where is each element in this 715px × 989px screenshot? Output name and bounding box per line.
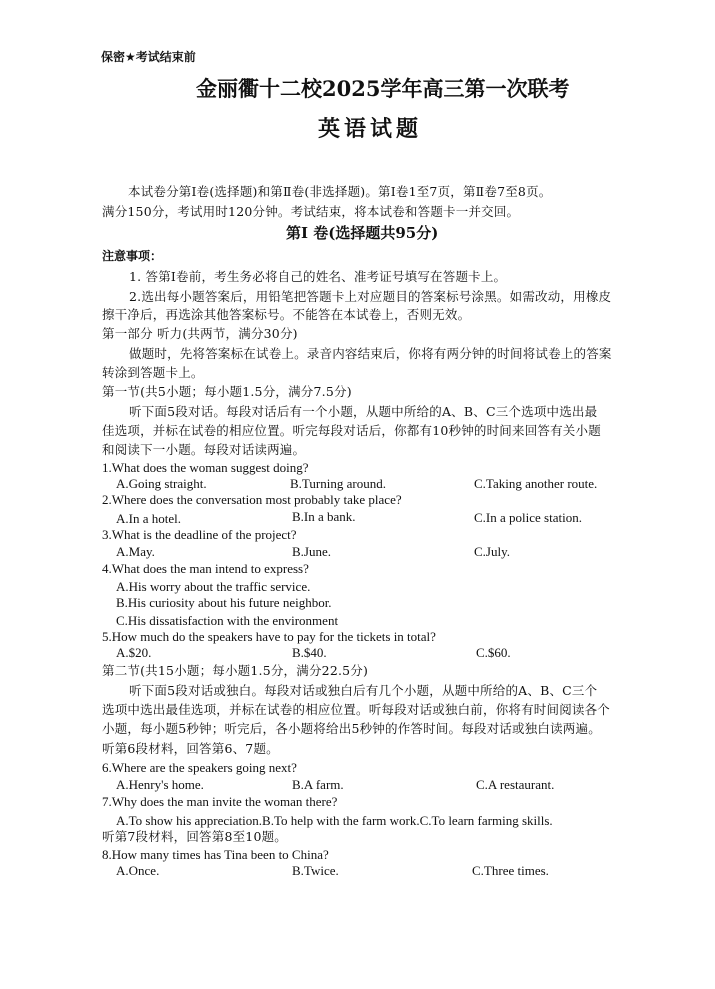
exam-title: 金丽衢十二校2025学年高三第一次联考 (196, 76, 570, 101)
question-5-option-b: B.$40. (292, 645, 327, 660)
intro-line-2: 满分150分，考试用时120分钟。考试结束，将本试卷和答题卡一并交回。 (102, 204, 520, 219)
notice-heading: 注意事项： (102, 249, 163, 263)
confidential-label: 保密★考试结束前 (101, 50, 196, 64)
intro-line-1: 本试卷分第Ⅰ卷(选择题)和第Ⅱ卷(非选择题)。第Ⅰ卷1至7页，第Ⅱ卷7至8页。 (128, 184, 552, 199)
question-3-option-c: C.July. (474, 544, 510, 559)
question-1-option-a: A.Going straight. (116, 476, 207, 491)
volume-1-title: 第Ⅰ 卷(选择题共95分) (286, 224, 439, 242)
section-2-heading: 第二节(共15小题；每小题1.5分，满分22.5分) (102, 663, 369, 678)
question-5-stem: 5.How much do the speakers have to pay for the tickets in total? (102, 629, 436, 644)
question-1-stem: 1.What does the woman suggest doing? (102, 460, 309, 475)
notice-item-1: 1. 答第Ⅰ卷前，考生务必将自己的姓名、准考证号填写在答题卡上。 (129, 269, 507, 284)
question-1-option-b: B.Turning around. (290, 476, 386, 491)
question-2-option-b: B.In a bank. (292, 509, 356, 524)
question-4-option-a: A.His worry about the traffic service. (116, 579, 311, 594)
subject-title: 英语试题 (318, 116, 423, 142)
question-3-option-b: B.June. (292, 544, 331, 559)
section-1-instruction-line-1: 听下面5段对话。每段对话后有一个小题，从题中所给的A、B、C三个选项中选出最 (129, 404, 598, 419)
question-6-stem: 6.Where are the speakers going next? (102, 760, 297, 775)
section-2-instruction-line-3: 小题，每小题5秒钟；听完后，各小题将给出5秒钟的作答时间。每段对话或独白读两遍。 (102, 721, 601, 736)
question-2-stem: 2.Where does the conversation most probably take place? (102, 492, 402, 507)
question-2-option-c: C.In a police station. (474, 510, 582, 525)
question-8-option-b: B.Twice. (292, 863, 339, 878)
question-8-option-c: C.Three times. (472, 863, 549, 878)
question-8-option-a: A.Once. (116, 863, 160, 878)
question-4-option-b: B.His curiosity about his future neighbor. (116, 595, 332, 610)
question-3-option-a: A.May. (116, 544, 155, 559)
question-3-stem: 3.What is the deadline of the project? (102, 527, 297, 542)
question-2-option-a: A.In a hotel. (116, 511, 181, 526)
question-7-options: A.To show his appreciation.B.To help with the farm work.C.To learn farming skills. (116, 813, 553, 828)
question-4-option-c: C.His dissatisfaction with the environment (116, 613, 339, 628)
question-8-stem: 8.How many times has Tina been to China? (102, 847, 329, 862)
section-1-instruction-line-2: 佳选项，并标在试卷的相应位置。听完每段对话后，你都有10秒钟的时间来回答有关小题 (102, 423, 601, 438)
section-1-instruction-line-3: 和阅读下一小题。每段对话读两遍。 (102, 442, 306, 457)
question-1-option-c: C.Taking another route. (474, 476, 598, 491)
section-2-instruction-line-2: 选项中选出最佳选项，并标在试卷的相应位置。听每段对话或独白前，你将有时间阅读各个 (102, 702, 611, 717)
question-7-stem: 7.Why does the man invite the woman there? (102, 794, 338, 809)
question-5-option-c: C.$60. (476, 645, 511, 660)
part-1-instruction-line-2: 转涂到答题卡上。 (102, 365, 204, 380)
section-2-instruction-line-1: 听下面5段对话或独白。每段对话或独白后有几个小题，从题中所给的A、B、C三个 (129, 683, 598, 698)
notice-item-2-line-1: 2.选出每小题答案后，用铅笔把答题卡上对应题目的答案标号涂黑。如需改动，用橡皮 (129, 289, 612, 304)
question-5-option-a: A.$20. (116, 645, 152, 660)
question-4-stem: 4.What does the man intend to express? (102, 561, 309, 576)
part-1-instruction-line-1: 做题时，先将答案标在试卷上。录音内容结束后，你将有两分钟的时间将试卷上的答案 (129, 346, 612, 361)
material-6-label: 听第6段材料，回答第6、7题。 (102, 741, 279, 756)
question-6-option-c: C.A restaurant. (476, 777, 555, 792)
material-7-label: 听第7段材料，回答第8至10题。 (102, 829, 288, 844)
question-6-option-b: B.A farm. (292, 777, 344, 792)
notice-item-2-line-2: 擦干净后，再选涂其他答案标号。不能答在本试卷上，否则无效。 (102, 307, 471, 322)
part-1-heading: 第一部分 听力(共两节，满分30分) (102, 326, 298, 341)
section-1-heading: 第一节(共5小题；每小题1.5分，满分7.5分) (102, 384, 352, 399)
question-6-option-a: A.Henry's home. (116, 777, 204, 792)
